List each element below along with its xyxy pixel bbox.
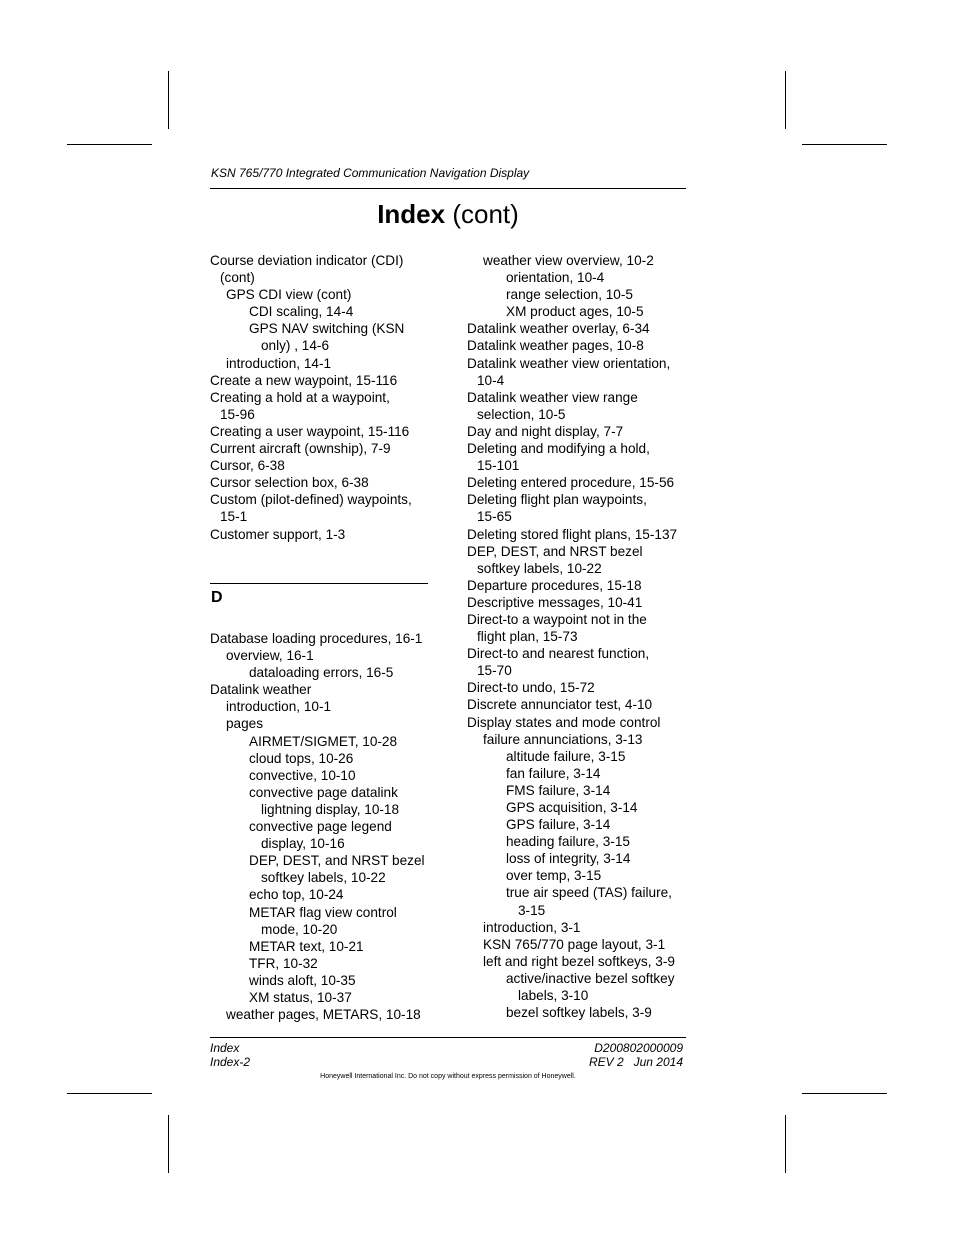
index-entry: Current aircraft (ownship), 7-9 <box>210 441 391 457</box>
index-entry: introduction, 14-1 <box>226 355 332 371</box>
index-entry: convective, 10-10 <box>249 767 356 783</box>
index-entry: 10-4 <box>477 372 505 388</box>
index-entry: true air speed (TAS) failure, <box>506 885 672 901</box>
index-entry: 15-65 <box>477 509 512 525</box>
index-entry: 15-101 <box>477 458 520 474</box>
copyright-notice: Honeywell International Inc. Do not copy without express permission of Honeywell. <box>320 1073 576 1080</box>
footer-section: Index <box>210 1041 240 1055</box>
index-entry: mode, 10-20 <box>261 921 338 937</box>
index-entry: display, 10-16 <box>261 836 345 852</box>
page-title-main: Index <box>377 199 446 229</box>
footer-rule <box>210 1037 686 1038</box>
index-entry: Cursor selection box, 6-38 <box>210 475 369 491</box>
index-entry: TFR, 10-32 <box>249 955 318 971</box>
index-entry: overview, 16-1 <box>226 648 314 664</box>
index-entry: Deleting entered procedure, 15-56 <box>467 475 675 491</box>
index-entry: GPS acquisition, 3-14 <box>506 800 638 815</box>
index-entry: left and right bezel softkeys, 3-9 <box>483 953 675 969</box>
index-entry: Descriptive messages, 10-41 <box>467 594 643 610</box>
index-entry: pages <box>226 716 264 732</box>
index-entry: weather view overview, 10-2 <box>483 253 654 268</box>
index-entry: selection, 10-5 <box>477 406 566 422</box>
index-entry: 15-70 <box>477 663 512 679</box>
index-entry: Deleting stored flight plans, 15-137 <box>467 526 678 542</box>
index-entry: Course deviation indicator (CDI) <box>210 253 404 268</box>
index-entry: Display states and mode control <box>467 714 661 730</box>
index-entry: loss of integrity, 3-14 <box>506 851 631 867</box>
index-entry: GPS failure, 3-14 <box>506 817 611 833</box>
page-title <box>210 199 686 230</box>
index-entry: lightning display, 10-18 <box>261 801 400 817</box>
index-entry: Direct-to a waypoint not in the <box>467 611 647 627</box>
footer-doc-number: D200802000009 <box>594 1041 683 1055</box>
index-entry: Direct-to undo, 15-72 <box>467 680 595 696</box>
index-entry: FMS failure, 3-14 <box>506 782 611 798</box>
index-column-left-top <box>210 252 445 543</box>
index-entry: Datalink weather <box>210 682 312 698</box>
index-entry: Datalink weather view orientation, <box>467 355 671 371</box>
footer-right <box>589 1041 683 1069</box>
index-entry: bezel softkey labels, 3-9 <box>506 1005 652 1021</box>
index-entry: introduction, 3-1 <box>483 919 581 935</box>
index-entry: range selection, 10-5 <box>506 287 633 303</box>
running-header: KSN 765/770 Integrated Communication Navigation Display <box>211 166 530 180</box>
index-entry: Departure procedures, 15-18 <box>467 577 642 593</box>
index-entry: METAR text, 10-21 <box>249 938 364 954</box>
footer-revision: REV 2 Jun 2014 <box>588 1055 683 1069</box>
index-entry: echo top, 10-24 <box>249 887 344 903</box>
index-entry: Database loading procedures, 16-1 <box>210 631 423 646</box>
index-entry: 3-15 <box>518 902 546 918</box>
index-entry: XM product ages, 10-5 <box>506 304 644 320</box>
index-entry: labels, 3-10 <box>518 988 589 1004</box>
index-entry: Datalink weather pages, 10-8 <box>467 338 644 354</box>
header-rule <box>210 188 686 189</box>
index-entry: Cursor, 6-38 <box>210 458 285 474</box>
index-entry: Datalink weather view range <box>467 389 638 405</box>
index-entry: softkey labels, 10-22 <box>261 870 386 886</box>
index-entry: GPS CDI view (cont) <box>226 287 352 303</box>
index-entry: winds aloft, 10-35 <box>249 972 356 988</box>
index-entry: dataloading errors, 16-5 <box>249 665 394 681</box>
crop-mark <box>802 144 887 145</box>
index-entry: Customer support, 1-3 <box>210 526 346 542</box>
index-entry: Deleting and modifying a hold, <box>467 441 650 457</box>
index-entry: DEP, DEST, and NRST bezel <box>467 543 643 559</box>
index-entry: Custom (pilot-defined) waypoints, <box>210 492 412 508</box>
crop-mark <box>67 144 152 145</box>
page-title-suffix: (cont) <box>452 199 519 229</box>
index-entry: softkey labels, 10-22 <box>477 560 602 576</box>
index-entry: Direct-to and nearest function, <box>467 646 650 662</box>
index-entry: orientation, 10-4 <box>506 270 605 286</box>
index-entry: Discrete annunciator test, 4-10 <box>467 697 653 713</box>
index-entry: 15-96 <box>220 406 255 422</box>
index-entry: failure annunciations, 3-13 <box>483 731 643 747</box>
index-entry: Datalink weather overlay, 6-34 <box>467 321 650 337</box>
crop-mark <box>785 1115 786 1173</box>
index-entry: (cont) <box>220 270 255 286</box>
crop-mark <box>785 71 786 129</box>
index-entry: convective page legend <box>249 819 392 835</box>
index-entry: KSN 765/770 page layout, 3-1 <box>483 936 666 952</box>
index-entry: over temp, 3-15 <box>506 868 602 884</box>
index-entry: heading failure, 3-15 <box>506 834 630 850</box>
index-entry: only) , 14-6 <box>261 338 330 354</box>
index-entry: Day and night display, 7-7 <box>467 423 624 439</box>
index-column-right <box>467 252 697 1021</box>
index-entry: GPS NAV switching (KSN <box>249 321 405 337</box>
section-rule <box>210 583 428 584</box>
index-entry: active/inactive bezel softkey <box>506 970 675 986</box>
index-entry: CDI scaling, 14-4 <box>249 304 354 320</box>
index-column-left-bottom <box>210 630 445 1023</box>
section-letter-d: D <box>211 589 223 606</box>
index-entry: flight plan, 15-73 <box>477 629 578 645</box>
crop-mark <box>67 1093 152 1094</box>
index-entry: DEP, DEST, and NRST bezel <box>249 853 425 869</box>
index-entry: convective page datalink <box>249 784 398 800</box>
index-entry: altitude failure, 3-15 <box>506 748 626 764</box>
index-entry: introduction, 10-1 <box>226 699 332 715</box>
crop-mark <box>802 1093 887 1094</box>
footer-page-number: Index-2 <box>210 1055 251 1069</box>
index-entry: Create a new waypoint, 15-116 <box>210 372 398 388</box>
index-entry: AIRMET/SIGMET, 10-28 <box>249 733 398 749</box>
crop-mark <box>168 1115 169 1173</box>
index-entry: Creating a user waypoint, 15-116 <box>210 423 410 439</box>
index-entry: fan failure, 3-14 <box>506 765 601 781</box>
index-entry: XM status, 10-37 <box>249 989 352 1005</box>
index-entry: cloud tops, 10-26 <box>249 750 354 766</box>
index-entry: METAR flag view control <box>249 904 397 920</box>
index-entry: Deleting flight plan waypoints, <box>467 492 647 508</box>
footer-left <box>210 1041 250 1069</box>
index-entry: Creating a hold at a waypoint, <box>210 389 390 405</box>
index-entry: weather pages, METARS, 10-18 <box>226 1007 421 1023</box>
crop-mark <box>168 71 169 129</box>
index-entry: 15-1 <box>220 509 248 525</box>
